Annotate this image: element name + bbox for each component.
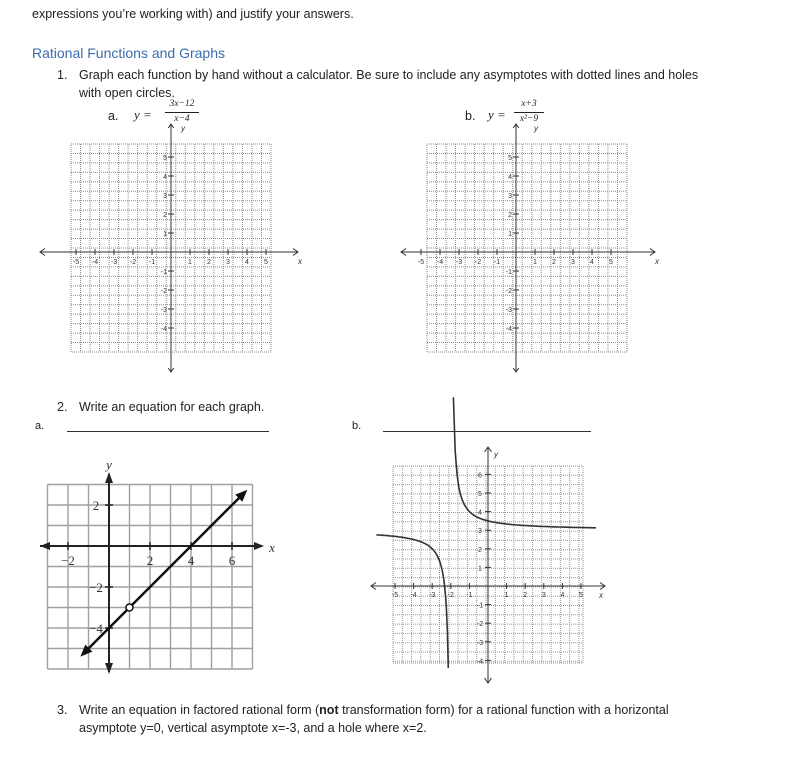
y-axis-label: y <box>106 457 112 472</box>
x-axis-label: x <box>655 257 659 266</box>
y-tick-label: -1 <box>505 269 512 276</box>
q3-number: 3. <box>57 703 68 717</box>
q2a-label: a. <box>35 420 45 432</box>
x-tick-label: 5 <box>579 592 583 599</box>
q2-number: 2. <box>57 400 68 414</box>
x-tick-label: -5 <box>72 259 80 266</box>
curve-right-branch <box>453 397 596 528</box>
y-tick-label: 2 <box>478 546 482 554</box>
y-tick-label: 3 <box>478 528 482 536</box>
q3-text-line2: asymptote y=0, vertical asymptote x=-3, and a hole where x=2. <box>79 721 427 735</box>
y-tick-label: -1 <box>476 602 484 610</box>
x-tick-label: -4 <box>436 259 444 266</box>
x-tick-label: 3 <box>541 592 546 599</box>
y-axis-label: y <box>494 450 498 459</box>
y-tick-label: -2 <box>505 288 512 295</box>
y-axis-label: y <box>534 124 538 133</box>
y-tick-label: -3 <box>476 639 484 647</box>
y-tick-label: -1 <box>160 269 167 276</box>
q3-line1-bold: not <box>319 703 339 717</box>
x-tick-label: 1 <box>188 259 192 266</box>
q3-line1-pre: Write an equation in factored rational form ( <box>79 703 320 717</box>
y-tick-label: 2 <box>92 498 100 513</box>
y-tick-label: 5 <box>508 155 512 162</box>
x-tick-label: 4 <box>187 553 195 568</box>
x-tick-label: -1 <box>148 259 156 266</box>
q1a-numerator: 3x−12 <box>169 99 195 109</box>
q1a-denominator: x−4 <box>174 114 190 124</box>
x-tick-label: -5 <box>417 259 425 266</box>
x-tick-label: -2 <box>129 259 137 266</box>
x-tick-label: -4 <box>91 259 99 266</box>
q1a-lhs: y = <box>134 107 152 122</box>
y-tick-label: 5 <box>163 155 167 162</box>
y-tick-label: -4 <box>160 326 167 333</box>
q1b-denominator: x²−9 <box>519 114 539 124</box>
y-tick-label: 1 <box>163 231 167 238</box>
x-tick-label: -1 <box>466 592 473 599</box>
y-tick-label: 3 <box>163 193 167 200</box>
x-tick-label: 5 <box>609 259 613 266</box>
y-tick-label: 1 <box>478 565 482 573</box>
q1a-label: a. <box>108 109 119 123</box>
x-tick-label: 4 <box>245 259 249 266</box>
x-tick-label: −2 <box>61 553 75 568</box>
y-tick-label: 3 <box>508 193 512 200</box>
y-tick-label: -2 <box>476 621 484 629</box>
x-tick-label: 5 <box>264 259 268 266</box>
intro-text: expressions you’re working with) and justify your answers. <box>32 7 354 21</box>
x-tick-label: 4 <box>590 259 594 266</box>
section-title: Rational Functions and Graphs <box>32 45 225 61</box>
q1b-lhs: y = <box>488 107 506 122</box>
x-tick-label: -3 <box>455 259 463 266</box>
q1b-numerator: x+3 <box>521 99 537 109</box>
x-tick-label: 2 <box>146 553 154 568</box>
x-tick-label: 1 <box>504 592 509 599</box>
y-tick-label: -2 <box>160 288 167 295</box>
q1-text-line2: with open circles. <box>79 86 175 100</box>
y-tick-label: 2 <box>163 212 167 219</box>
x-tick-label: 1 <box>533 259 537 266</box>
x-tick-label: -3 <box>110 259 118 266</box>
x-tick-label: -1 <box>493 259 501 266</box>
q1-text-line1: Graph each function by hand without a calculator. Be sure to include any asymptotes with dotted lines and holes <box>79 68 699 82</box>
x-tick-label: 3 <box>571 259 575 266</box>
y-tick-label: -3 <box>160 307 167 314</box>
q1-number: 1. <box>57 68 68 82</box>
q2b-label: b. <box>352 420 362 432</box>
x-tick-label: -2 <box>474 259 482 266</box>
q3-line1-post: transformation form) for a rational function with a horizontal <box>338 703 669 717</box>
curve-left-branch <box>376 535 448 668</box>
y-tick-label: −4 <box>89 621 103 636</box>
y-tick-label: -3 <box>505 307 512 314</box>
q1b-label: b. <box>465 109 476 123</box>
x-axis-label: x <box>599 591 603 600</box>
y-tick-label: 4 <box>478 509 482 517</box>
x-tick-label: -4 <box>410 592 417 599</box>
q2-text: Write an equation for each graph. <box>79 400 265 414</box>
x-axis-label: x <box>298 257 302 266</box>
y-tick-label: 2 <box>508 212 512 219</box>
x-tick-label: -5 <box>391 592 399 599</box>
x-axis-label: x <box>269 540 275 555</box>
x-tick-label: -3 <box>429 592 436 599</box>
y-tick-label: -4 <box>476 658 484 666</box>
y-axis-label: y <box>181 124 185 133</box>
y-tick-label: −2 <box>89 580 103 595</box>
x-tick-label: 2 <box>207 259 211 266</box>
x-tick-label: 4 <box>560 592 565 599</box>
y-tick-label: 5 <box>478 491 482 498</box>
x-tick-label: 2 <box>523 592 528 599</box>
x-tick-label: 6 <box>228 553 236 568</box>
y-tick-label: 4 <box>163 174 167 181</box>
x-tick-label: 2 <box>552 259 556 266</box>
x-tick-label: -2 <box>447 592 454 599</box>
x-tick-label: 3 <box>226 259 230 266</box>
y-tick-label: 1 <box>508 231 512 238</box>
y-tick-label: 4 <box>508 174 512 181</box>
y-tick-label: 6 <box>478 472 482 480</box>
q3-text-line1 <box>79 702 669 718</box>
y-tick-label: -4 <box>505 326 512 333</box>
